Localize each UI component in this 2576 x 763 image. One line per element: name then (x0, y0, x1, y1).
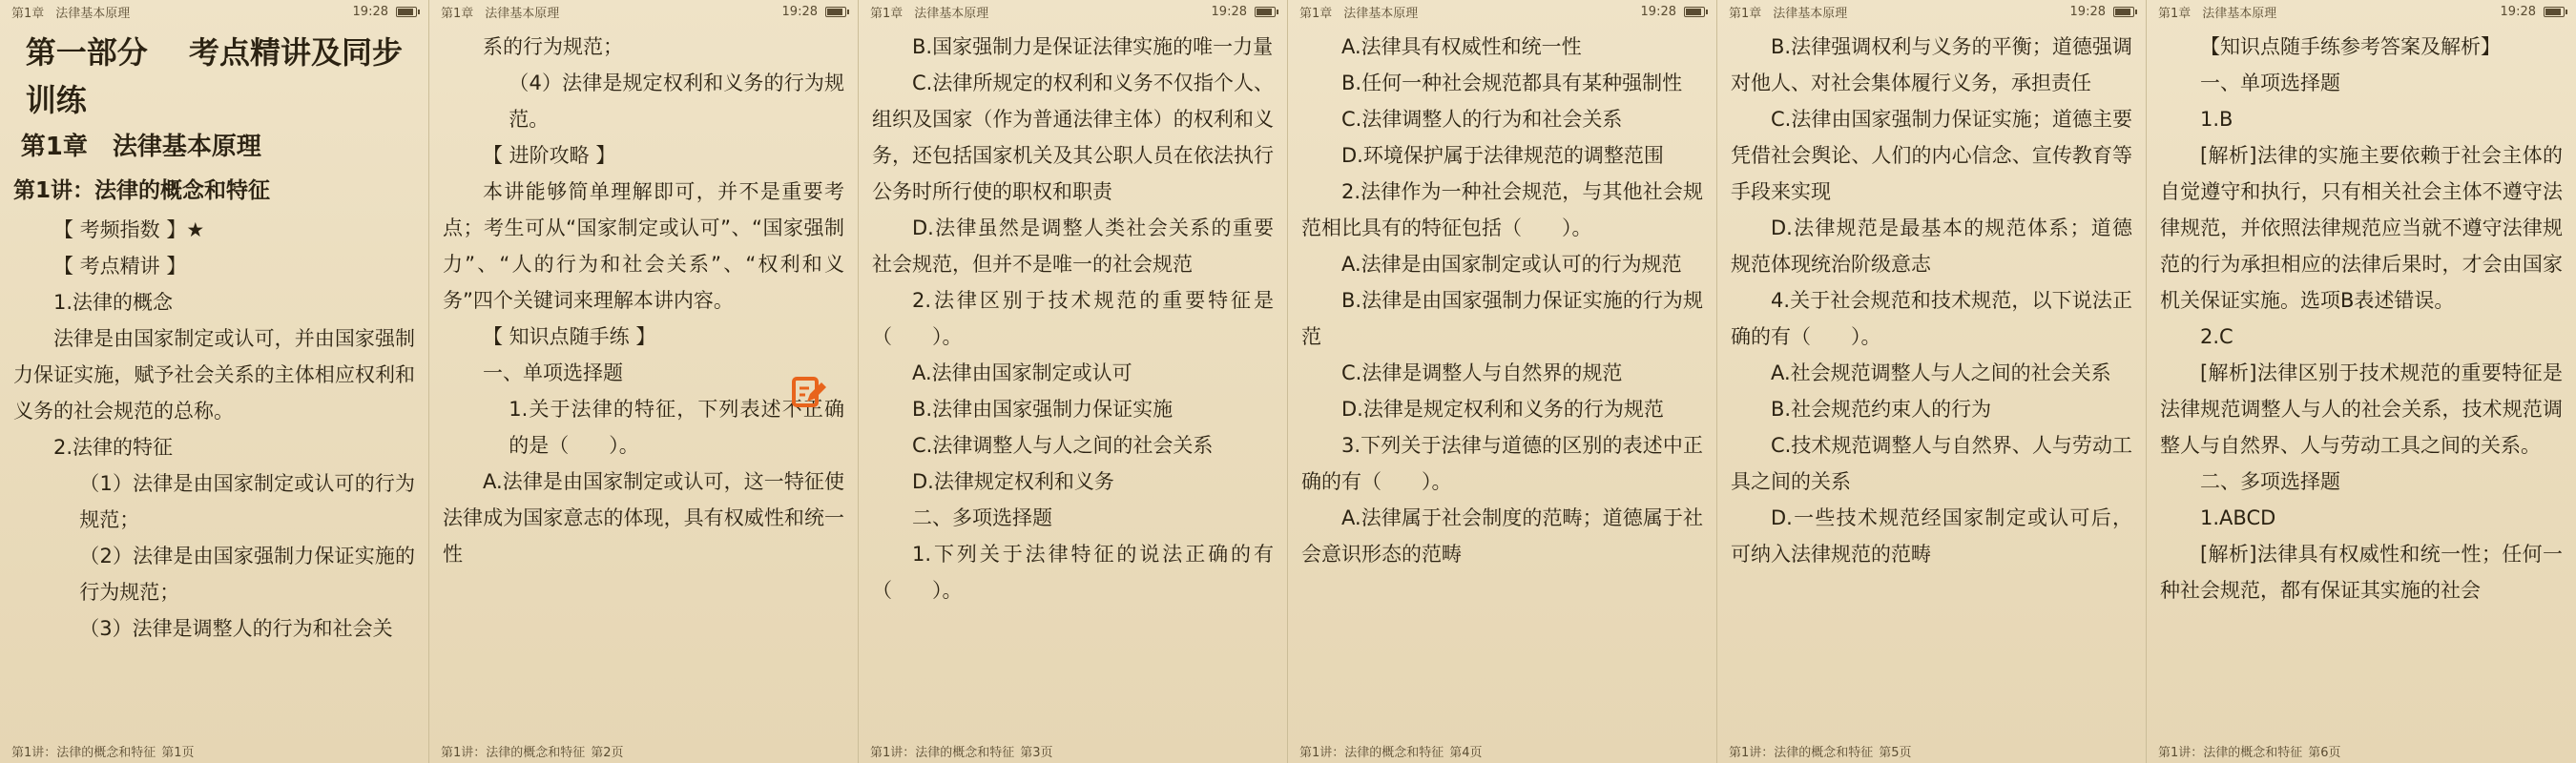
paragraph: （3）法律是调整人的行为和社会关 (79, 617, 393, 640)
footer-page-number: 第1页 (161, 745, 195, 760)
status-bar (859, 0, 1287, 23)
paragraph: C.法律所规定的权利和义务不仅指个人、组织及国家（作为普通法律主体）的权利和义务，还包括国家机关及其公职人员在依法执行公务时所行使的职权和职责 (872, 72, 1274, 203)
footer-section: 第1讲：法律的概念和特征 (1729, 745, 1874, 760)
paragraph: A.法律是由国家制定或认可的行为规范 (1341, 253, 1682, 276)
paragraph: A.法律由国家制定或认可 (912, 361, 1132, 384)
paragraph: （2）法律是由国家强制力保证实施的行为规范； (79, 545, 415, 604)
reader-page-1[interactable] (0, 0, 429, 763)
paragraph: C.法律是调整人与自然界的规范 (1341, 361, 1623, 384)
paragraph: C.技术规范调整人与自然界、人与劳动工具之间的关系 (1731, 434, 2132, 493)
status-time: 19:28 (1640, 4, 1676, 19)
status-chapter: 第1章 (2158, 6, 2192, 21)
status-bar (1288, 0, 1716, 23)
paragraph: 【 知识点随手练 】 (483, 325, 656, 348)
page-content (859, 23, 1287, 738)
status-time: 19:28 (1211, 4, 1247, 19)
paragraph: 系的行为规范； (483, 35, 623, 58)
paragraph: 1.法律的概念 (53, 291, 174, 314)
edit-note-icon[interactable] (789, 372, 829, 412)
paragraph: A.法律是由国家制定或认可，这一特征使法律成为国家意志的体现，具有权威性和统一性 (443, 470, 844, 566)
status-chapter: 第1章 (1299, 6, 1333, 21)
paragraph: 1.ABCD (2200, 506, 2276, 529)
battery-icon (825, 7, 846, 17)
footer-section: 第1讲：法律的概念和特征 (1299, 745, 1444, 760)
status-bar (429, 0, 858, 23)
page-content (0, 23, 428, 738)
status-title: 法律基本原理 (55, 6, 131, 21)
paragraph: D.环境保护属于法律规范的调整范围 (1341, 144, 1664, 167)
paragraph: C.法律调整人的行为和社会关系 (1341, 108, 1623, 131)
paragraph: 第一部分 考点精讲及同步训练 (25, 34, 403, 118)
status-time: 19:28 (2069, 4, 2106, 19)
battery-icon (1684, 7, 1705, 17)
status-time: 19:28 (352, 4, 388, 19)
paragraph: 第1章 法律基本原理 (20, 133, 261, 161)
paragraph: 一、单项选择题 (483, 361, 623, 384)
paragraph: 第1讲：法律的概念和特征 (13, 178, 271, 203)
page-footer (859, 738, 1287, 763)
status-chapter: 第1章 (441, 6, 474, 21)
paragraph: A.法律属于社会制度的范畴；道德属于社会意识形态的范畴 (1301, 506, 1703, 566)
reader-page-4[interactable] (1288, 0, 1717, 763)
footer-page-number: 第4页 (1449, 745, 1483, 760)
paragraph: 1.B (2200, 108, 2233, 131)
footer-section: 第1讲：法律的概念和特征 (2158, 745, 2303, 760)
page-content (1288, 23, 1716, 738)
paragraph: D.法律虽然是调整人类社会关系的重要社会规范，但并不是唯一的社会规范 (872, 217, 1274, 276)
paragraph: D.法律规范是最基本的规范体系；道德规范体现统治阶级意志 (1731, 217, 2132, 276)
footer-page-number: 第3页 (1020, 745, 1053, 760)
status-title: 法律基本原理 (1343, 6, 1419, 21)
paragraph: 4.关于社会规范和技术规范，以下说法正确的有（ ）。 (1731, 289, 2132, 348)
reader-page-5[interactable] (1717, 0, 2147, 763)
paragraph: B.法律是由国家强制力保证实施的行为规范 (1301, 289, 1703, 348)
footer-section: 第1讲：法律的概念和特征 (870, 745, 1015, 760)
paragraph: 2.法律区别于技术规范的重要特征是（ ）。 (872, 289, 1274, 348)
footer-section: 第1讲：法律的概念和特征 (11, 745, 156, 760)
paragraph: 【知识点随手练参考答案及解析】 (2200, 35, 2501, 58)
page-footer (0, 738, 428, 763)
paragraph: 3.下列关于法律与道德的区别的表述中正确的有（ ）。 (1301, 434, 1703, 493)
reader-page-6[interactable] (2147, 0, 2576, 763)
paragraph: B.任何一种社会规范都具有某种强制性 (1341, 72, 1683, 94)
paragraph: 1.关于法律的特征，下列表述不正确的是（ ）。 (509, 398, 844, 457)
paragraph: 本讲能够简单理解即可，并不是重要考点；考生可从“国家制定或认可”、“国家强制力”、“人的行为和社会关系”、“权利和义务”四个关键词来理解本讲内容。 (443, 180, 844, 312)
page-footer (2147, 738, 2576, 763)
footer-page-number: 第5页 (1879, 745, 1912, 760)
page-footer (429, 738, 858, 763)
paragraph: B.法律强调权利与义务的平衡；道德强调对他人、对社会集体履行义务，承担责任 (1731, 35, 2132, 94)
paragraph: [解析]法律的实施主要依赖于社会主体的自觉遵守和执行，只有相关社会主体不遵守法律规范，并依照法律规范应当就不遵守法律规范的行为承担相应的法律后果时，才会由国家机关保证实施。选项B表述错误。 (2160, 144, 2563, 312)
paragraph: 二、多项选择题 (2200, 470, 2340, 493)
status-title: 法律基本原理 (485, 6, 560, 21)
paragraph: （4）法律是规定权利和义务的行为规范。 (509, 72, 844, 131)
battery-icon (396, 7, 417, 17)
battery-icon (2544, 7, 2565, 17)
battery-icon (2113, 7, 2134, 17)
footer-page-number: 第2页 (591, 745, 624, 760)
paragraph: A.社会规范调整人与人之间的社会关系 (1771, 361, 2111, 384)
paragraph: 2.法律的特征 (53, 436, 174, 459)
paragraph: 一、单项选择题 (2200, 72, 2340, 94)
paragraph: C.法律由国家强制力保证实施；道德主要凭借社会舆论、人们的内心信念、宣传教育等手段来实现 (1731, 108, 2132, 203)
paragraph: D.一些技术规范经国家制定或认可后，可纳入法律规范的范畴 (1731, 506, 2132, 566)
status-bar (2147, 0, 2576, 23)
paragraph: D.法律规定权利和义务 (912, 470, 1114, 493)
reader-page-2[interactable] (429, 0, 859, 763)
status-title: 法律基本原理 (914, 6, 989, 21)
status-time: 19:28 (781, 4, 818, 19)
page-content (1717, 23, 2146, 738)
paragraph: B.国家强制力是保证法律实施的唯一力量 (912, 35, 1274, 58)
paragraph: A.法律具有权威性和统一性 (1341, 35, 1582, 58)
paragraph: [解析]法律具有权威性和统一性；任何一种社会规范，都有保证其实施的社会 (2160, 543, 2563, 602)
page-footer (1717, 738, 2146, 763)
paragraph: 法律是由国家制定或认可，并由国家强制力保证实施，赋予社会关系的主体相应权利和义务的社会规范的总称。 (13, 327, 415, 423)
paragraph: [解析]法律区别于技术规范的重要特征是法律规范调整人与人的社会关系，技术规范调整人与自然界、人与劳动工具之间的关系。 (2160, 361, 2563, 457)
status-bar (1717, 0, 2146, 23)
paragraph: B.法律由国家强制力保证实施 (912, 398, 1174, 421)
paragraph: 【 考频指数 】★ (53, 218, 205, 241)
paragraph: B.社会规范约束人的行为 (1771, 398, 1992, 421)
paragraph: 二、多项选择题 (912, 506, 1052, 529)
footer-page-number: 第6页 (2308, 745, 2341, 760)
paragraph: （1）法律是由国家制定或认可的行为规范； (79, 472, 415, 531)
page-footer (1288, 738, 1716, 763)
status-chapter: 第1章 (870, 6, 904, 21)
status-title: 法律基本原理 (2202, 6, 2277, 21)
paragraph: D.法律是规定权利和义务的行为规范 (1341, 398, 1664, 421)
battery-icon (1255, 7, 1276, 17)
paragraph: 2.C (2200, 325, 2233, 348)
status-title: 法律基本原理 (1773, 6, 1848, 21)
paragraph: 2.法律作为一种社会规范，与其他社会规范相比具有的特征包括（ ）。 (1301, 180, 1703, 239)
paragraph: C.法律调整人与人之间的社会关系 (912, 434, 1214, 457)
paragraph: 【 进阶攻略 】 (483, 144, 616, 167)
status-time: 19:28 (2500, 4, 2536, 19)
paragraph: 1.下列关于法律特征的说法正确的有（ ）。 (872, 543, 1274, 602)
status-bar (0, 0, 428, 23)
status-chapter: 第1章 (11, 6, 45, 21)
paragraph: 【 考点精讲 】 (53, 255, 187, 278)
status-chapter: 第1章 (1729, 6, 1762, 21)
page-content (2147, 23, 2576, 738)
reader-page-3[interactable] (859, 0, 1288, 763)
footer-section: 第1讲：法律的概念和特征 (441, 745, 586, 760)
